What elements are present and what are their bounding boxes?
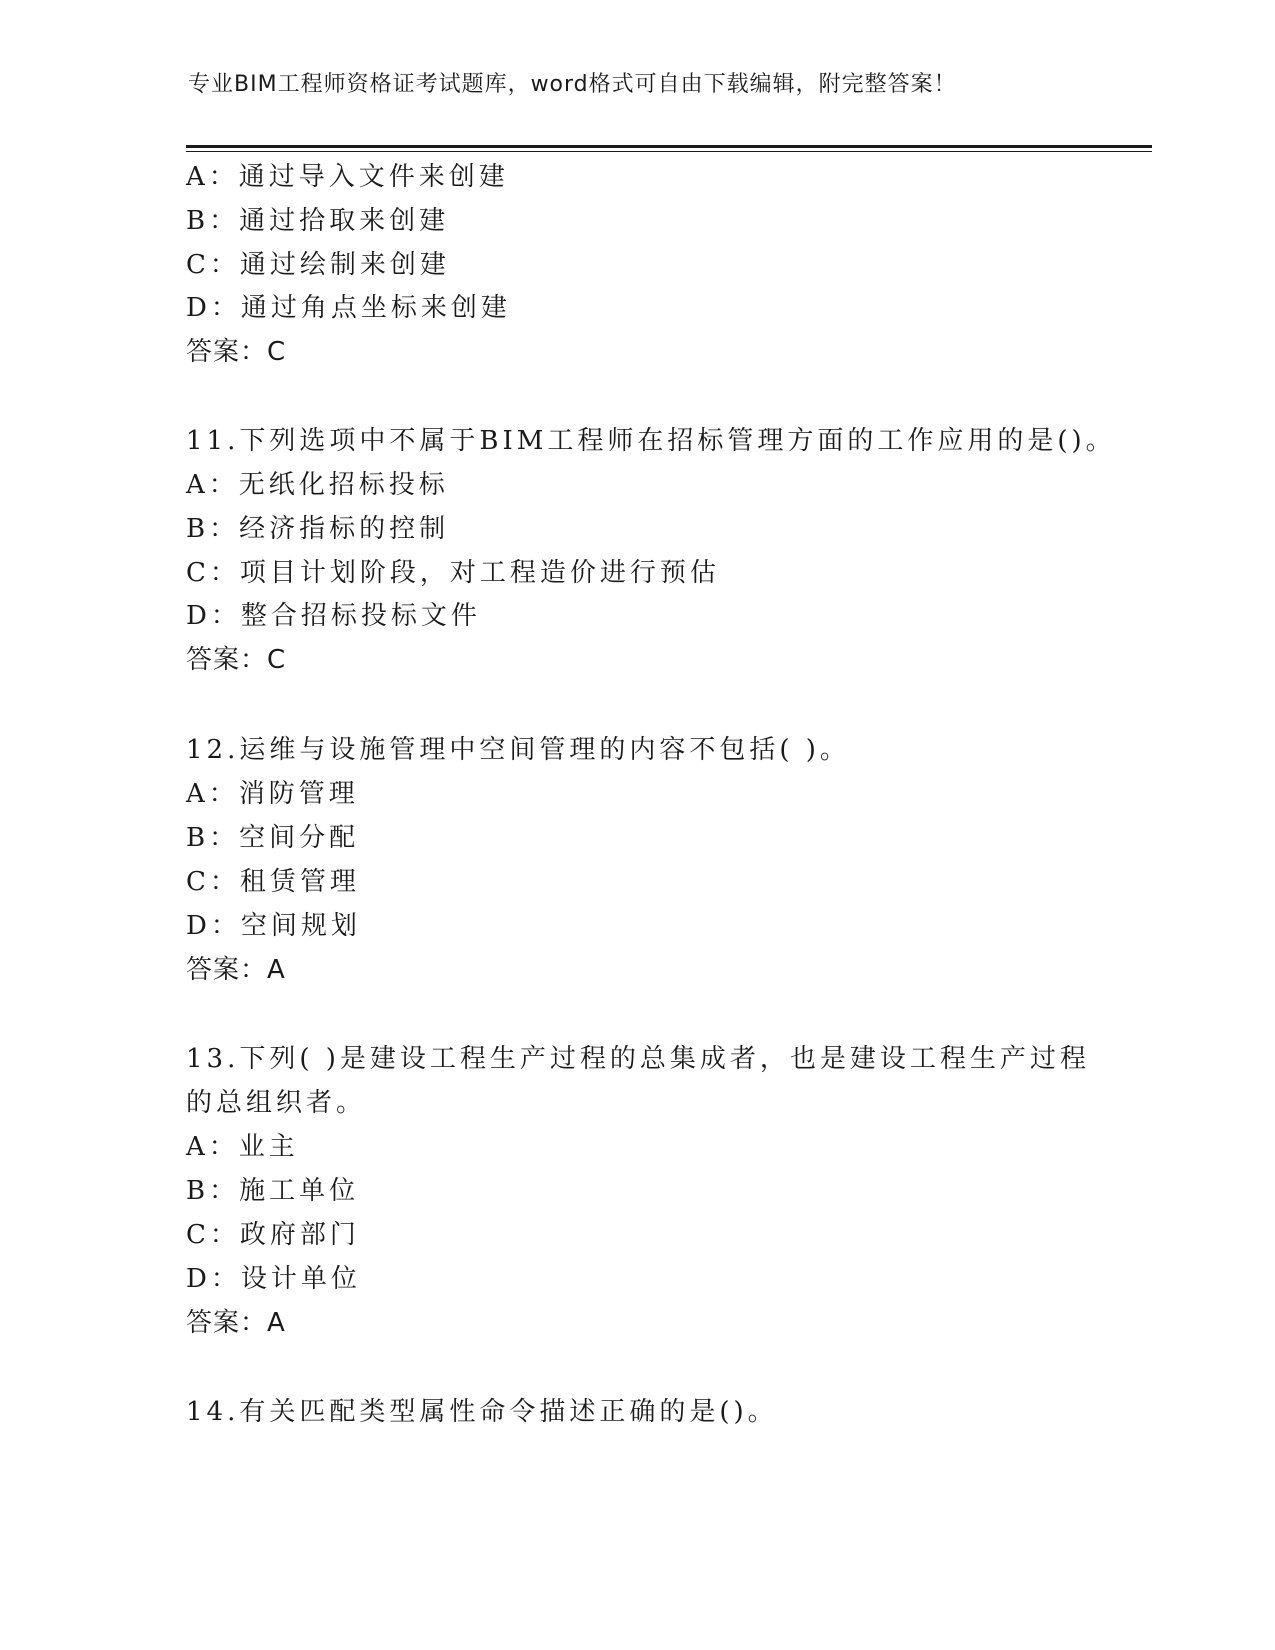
q12-option-c: C：租赁管理	[186, 867, 360, 897]
prev-option-d: D：通过角点坐标来创建	[186, 293, 511, 323]
q12-option-b: B：空间分配	[186, 823, 360, 853]
q11-option-a: A：无纸化招标投标	[186, 470, 449, 500]
prev-answer: 答案：C	[186, 337, 287, 367]
q12-answer: 答案：A	[186, 955, 286, 985]
q13-stem-line-1: 13.下列( )是建设工程生产过程的总集成者，也是建设工程生产过程	[186, 1044, 1090, 1074]
q13-stem-line-2: 的总组织者。	[186, 1088, 367, 1118]
q12-stem: 12.运维与设施管理中空间管理的内容不包括( )。	[186, 735, 850, 765]
q12-option-a: A：消防管理	[186, 779, 359, 809]
prev-option-b: B：通过拾取来创建	[186, 206, 450, 236]
q13-option-d: D：设计单位	[186, 1264, 361, 1294]
q11-option-d: D：整合招标投标文件	[186, 601, 481, 631]
header-divider-thick	[186, 145, 1152, 148]
prev-option-a: A：通过导入文件来创建	[186, 162, 509, 192]
q13-option-c: C：政府部门	[186, 1220, 360, 1250]
q11-option-b: B：经济指标的控制	[186, 514, 450, 544]
q13-answer: 答案：A	[186, 1308, 286, 1338]
page-header: 专业BIM工程师资格证考试题库，word格式可自由下载编辑，附完整答案！	[188, 72, 957, 97]
q11-option-c: C：项目计划阶段，对工程造价进行预估	[186, 558, 720, 588]
q12-option-d: D：空间规划	[186, 911, 361, 941]
header-divider-thin	[186, 151, 1152, 152]
prev-option-c: C：通过绘制来创建	[186, 250, 450, 280]
q14-stem: 14.有关匹配类型属性命令描述正确的是()。	[186, 1397, 778, 1427]
q13-option-b: B：施工单位	[186, 1176, 360, 1206]
q11-answer: 答案：C	[186, 645, 287, 675]
q13-option-a: A：业主	[186, 1132, 299, 1162]
q11-stem: 11.下列选项中不属于BIM工程师在招标管理方面的工作应用的是()。	[186, 426, 1116, 456]
